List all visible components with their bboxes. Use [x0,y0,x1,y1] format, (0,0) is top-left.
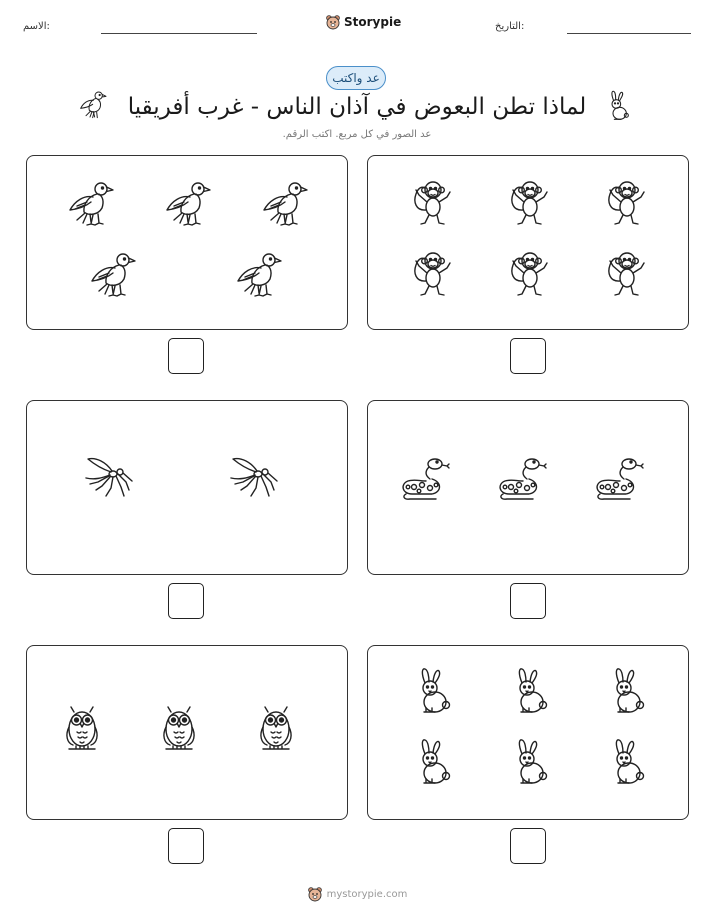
snake-group [368,401,690,576]
date-line[interactable] [567,33,691,34]
bird-icon [92,254,135,296]
monkey-icon [512,182,547,224]
monkey-icon [609,253,644,295]
instructions: عد الصور في كل مربع. اكتب الرقم. [282,129,432,140]
rabbit-group [368,646,690,821]
rabbit-icon [519,669,546,712]
rabbit-icon [422,669,449,712]
monkey-group [368,156,690,331]
rabbit-icon [616,669,643,712]
answer-box-rabbits[interactable] [510,828,546,864]
bird-icon [70,183,113,225]
mosquito-icon [231,459,277,496]
name-label: الاسم: [23,21,50,32]
owl-icon [67,707,97,749]
snake-icon [597,459,643,499]
rabbit-icon [616,740,643,783]
answer-box-monkeys[interactable] [510,338,546,374]
answer-box-birds[interactable] [168,338,204,374]
snake-icon [500,459,546,499]
count-panel-mosquitoes [26,400,348,575]
bear-mascot-icon [325,14,341,30]
count-panel-owls [26,645,348,820]
owl-group [27,646,349,821]
owl-icon [261,707,291,749]
owl-icon [164,707,194,749]
page-title: لماذا تطن البعوض في آذان الناس - غرب أفريقيا [127,94,587,120]
monkey-icon [415,182,450,224]
bird-icon [167,183,210,225]
rabbit-icon [519,740,546,783]
mosquito-group [27,401,349,576]
mosquito-icon [86,459,132,496]
monkey-icon [415,253,450,295]
date-label: التاريخ: [495,21,525,32]
bear-mascot-icon [307,886,323,902]
activity-badge: عد واكتب [326,66,386,90]
bird-icon [264,183,307,225]
rabbit-icon [603,90,635,122]
footer [0,886,714,902]
count-panel-snakes [367,400,689,575]
count-panel-rabbits [367,645,689,820]
name-line[interactable] [101,33,257,34]
brand-name: Storypie [344,15,402,29]
monkey-icon [609,182,644,224]
count-panel-monkeys [367,155,689,330]
brand-logo [325,14,401,30]
answer-box-snakes[interactable] [510,583,546,619]
count-panel-birds [26,155,348,330]
bird-group [27,156,349,331]
snake-icon [403,459,449,499]
bird-icon [78,89,110,121]
footer-site[interactable]: mystorypie.com [326,888,408,900]
answer-box-owls[interactable] [168,828,204,864]
monkey-icon [512,253,547,295]
answer-box-mosquitoes[interactable] [168,583,204,619]
bird-icon [238,254,281,296]
rabbit-icon [422,740,449,783]
